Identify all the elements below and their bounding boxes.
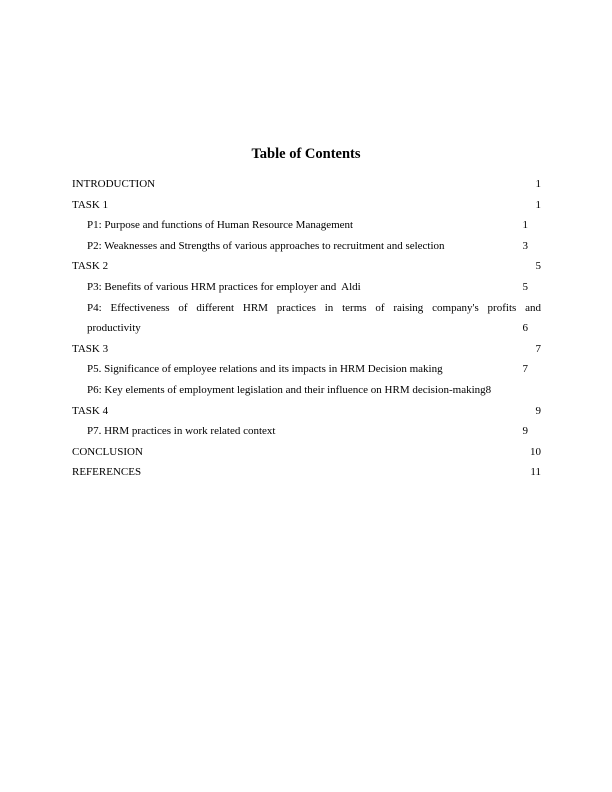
toc-label: P2: Weaknesses and Strengths of various approaches to recruitment and selection (87, 239, 445, 252)
toc-label: TASK 2 (72, 260, 109, 273)
toc-page: 10 (530, 445, 541, 458)
toc-entry-p1[interactable] (87, 215, 528, 236)
toc-label: P5. Significance of employee relations and its impacts in HRM Decision making (87, 363, 443, 376)
toc-label-line2: productivity (87, 322, 141, 335)
toc-entry-p6[interactable] (87, 380, 528, 401)
toc-label: REFERENCES (72, 466, 142, 479)
toc-page: 1 (535, 198, 541, 211)
toc-page: 9 (522, 425, 528, 438)
toc-entry-p4[interactable] (72, 298, 541, 339)
toc-page: 1 (535, 178, 541, 190)
toc-label: TASK 4 (72, 404, 109, 417)
toc-label: INTRODUCTION (72, 178, 156, 190)
toc-entry-p3[interactable] (87, 277, 528, 298)
toc-page: 1 (522, 219, 528, 232)
toc-page: 9 (535, 404, 541, 417)
toc-entry-task2[interactable] (72, 256, 541, 277)
toc-label: P1: Purpose and functions of Human Resource Management (87, 219, 354, 232)
toc-page: 7 (522, 363, 528, 376)
toc-label: CONCLUSION (72, 445, 143, 458)
toc-page: 6 (522, 322, 528, 335)
toc-label: P7. HRM practices in work related context (87, 425, 276, 438)
toc-entry-conclusion[interactable] (72, 442, 541, 463)
toc-label-line1: P4: Effectiveness of different HRM practices in terms of raising company's profits and (87, 301, 541, 314)
toc-entry-task4[interactable] (72, 401, 541, 422)
toc-entry-p2[interactable] (87, 236, 528, 257)
toc-page: 5 (535, 260, 541, 273)
toc-entry-p5[interactable] (87, 359, 528, 380)
toc-entry-p7[interactable] (87, 421, 528, 442)
toc-entry-introduction[interactable] (72, 174, 541, 195)
toc-entry-references[interactable] (72, 462, 541, 483)
toc-page: 11 (530, 466, 541, 479)
toc-label: TASK 1 (72, 198, 109, 211)
toc-page: 7 (535, 342, 541, 355)
table-of-contents (72, 174, 541, 483)
toc-page: 8 (485, 383, 492, 396)
toc-label: TASK 3 (72, 342, 109, 355)
toc-page: 5 (522, 280, 528, 293)
toc-entry-task3[interactable] (72, 339, 541, 360)
toc-page: 3 (522, 239, 528, 252)
toc-title: Table of Contents (251, 146, 361, 162)
toc-entry-task1[interactable] (72, 195, 541, 216)
toc-label: P6: Key elements of employment legislation and their influence on HRM decision-making (87, 383, 486, 396)
toc-label: P3: Benefits of various HRM practices for employer and Aldi (87, 280, 361, 293)
